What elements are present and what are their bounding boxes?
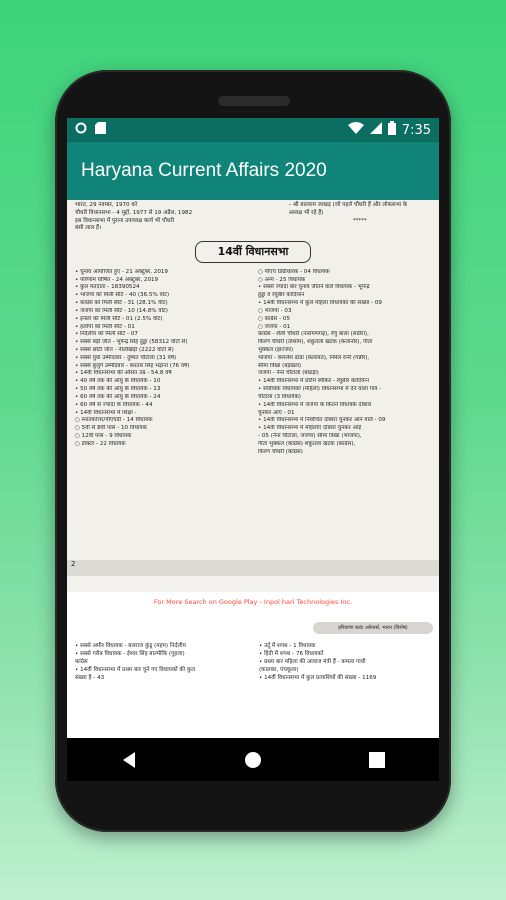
list-item: ○ जजपा - 01 [258, 323, 291, 330]
list-item: • 50 वर्ष तक की आयु के विधायक - 13 [75, 386, 161, 393]
list-item: • सबसे गरीब विधायक - ईश्वर सिंह बाल्मीकि (गुहला) [75, 651, 185, 658]
text-line: बंसी लाल हैं। [75, 225, 102, 232]
document-viewer[interactable] [67, 200, 439, 738]
list-item: • सबसे युवा उम्मीदवार - दुष्यंत चौटाला (31 वर्ष) [75, 354, 177, 361]
phone-frame [55, 70, 451, 832]
list-item: • 60 वर्ष तक की आयु के विधायक - 24 [75, 393, 161, 400]
list-item: ○ 5वीं से 8वीं पास - 10 विधायक [75, 425, 147, 432]
list-item: जजपा - नैना चौटाला (बाढड़ा) [258, 370, 319, 377]
list-item: • हलोपा को मिली सीटें - 01 [75, 323, 135, 330]
recents-icon [369, 752, 385, 768]
top-right-notes [289, 202, 431, 233]
list-item: • सर्वाधिक विधायकों (महिला) विधानसभा में देने वाला गांव - [258, 386, 382, 393]
back-icon [121, 751, 137, 769]
list-item: ○ कांग्रेस - 05 [258, 315, 291, 322]
list-item: ○ अन्य - 25 विधायक [258, 276, 306, 283]
text-line: चौधरी विधानसभा - 4 मुद्दों, 1977 से 19 अप्रैल, 1982 [75, 209, 193, 216]
list-item: • निर्दलीय को मिली सीटें - 07 [75, 331, 138, 338]
list-item: चुनकर आए - 01 [258, 409, 295, 416]
document-page-1 [67, 200, 439, 576]
list-item: • भाजपा को मिली सीटें - 40 (36.5% वोट) [75, 292, 170, 299]
list-item: भुक्कल (झज्जर) [258, 346, 294, 353]
battery-icon [388, 121, 396, 139]
list-item: • चुनाव आयोजित हुए - 21 अक्टूबर, 2019 [75, 268, 168, 275]
list-item: भाजपा - कमलेश ढांडा (कलायत), निर्मल रानी (गन्नौर), [258, 354, 370, 361]
text-line: अध्यक्ष भी रहे हैं) [288, 209, 324, 216]
list-item: ○ डॉक्टर - 22 विधायक [75, 440, 126, 447]
list-item: • 14वीं विधानसभा में प्रथम बार चुने गए विधायकों की कुल [75, 667, 196, 674]
document-page-2 [67, 592, 439, 738]
left-column [75, 269, 248, 457]
columns [75, 269, 431, 457]
top-left-notes [75, 202, 281, 233]
list-item: • 14वीं विधानसभा में कुल महिला विधायकों की संख्या - 09 [258, 300, 382, 307]
stars-divider: ***** [352, 217, 367, 224]
list-item: • सबसे बुजुर्ग उम्मीदवार - करतार सिंह भड़ाना (76 वर्ष) [75, 362, 190, 369]
list-item: किरण चौधरी (कांग्रेस) [258, 448, 303, 455]
app-title: Haryana Current Affairs 2020 [81, 160, 327, 181]
list-item: • जजपा को मिली सीटें - 10 (14.8% वोट) [75, 307, 168, 314]
status-time: 7:35 [401, 122, 431, 138]
list-item: • प्रथम बार महिला की आवाज मंत्री हैं - कमला गांधी [259, 659, 366, 666]
list-item: • उर्दू में शपथ - 1 विधायक [259, 643, 316, 649]
list-item: • 40 वर्ष तक की आयु के विधायक - 10 [75, 378, 161, 385]
list-item: • सबसे छोटी जीत - नीलोखेड़ी (2222 वोटों से) [75, 346, 174, 353]
home-icon [244, 751, 262, 769]
list-item: • 60 वर्ष से ज्यादा के विधायक - 44 [75, 401, 153, 408]
list-item: • 14वीं विधानसभा में कुल प्रत्याशियों की संख्या - 1169 [259, 675, 377, 682]
top-notes [75, 202, 431, 233]
text-line: – श्री बालराम जाखड़ (जो पहले चौधरी हैं और लोकसभा के [288, 202, 408, 208]
promo-text: For More Search on Google Play - Inpol hari Technologies Inc. [153, 598, 353, 606]
wifi-icon [348, 122, 364, 138]
list-item: • इनेलो को मिली सीटें - 01 (2.5% वोट) [75, 315, 163, 322]
home-button[interactable] [233, 740, 273, 780]
list-item: • 14वीं विधानसभा में जजपा के कितने विधायक दोबारा [258, 401, 372, 408]
circle-icon [75, 122, 87, 138]
list-item: ○ स्नातकोत्तर/पीएचडी - 14 विधायक [75, 417, 153, 424]
list-item: हुड्डा व रघुबीर कादियान [258, 292, 305, 299]
text-line: इस विधानसभा में पुराना उपाध्यक्ष कार्य भी चौधरी [75, 217, 175, 224]
right-column [258, 269, 431, 457]
list-item: • 14वीं विधानसभा में शिक्षा - [75, 409, 137, 416]
header-tag: हरियाणा करंट अफेयर्स, भारत (विशेष) [313, 622, 433, 634]
list-item: • 14वीं विधानसभा में निर्वाचित दोबारा चुनकर आने वाले - 09 [258, 417, 386, 424]
list-item: • कांग्रेस को मिली सीटें - 31 (28.1% वोट) [75, 300, 168, 307]
list-item: किरण चौधरी (तोशाम), शकुंतला खटक (कलानौर), गीता [258, 339, 373, 346]
recents-button[interactable] [357, 740, 397, 780]
list-item: • 14वीं विधानसभा में महिलाएं दोबारा चुनकर आईं [258, 425, 362, 432]
list-item: (कालका, पंचकूला) [259, 667, 299, 674]
navigation-bar [67, 738, 439, 781]
page-number: 2 [67, 560, 439, 576]
list-item: ○ पीएच डिग्रीधारक - 04 विधायक [258, 268, 330, 275]
list-item: कांग्रेस - शैली चौधरी (नारायणगढ़), रेणु बाला (सढौरा), [258, 331, 369, 338]
status-bar [67, 118, 439, 142]
text-line: भारत, 29 नवम्बर, 1970 को [75, 202, 138, 208]
page2-left-column [75, 642, 247, 683]
list-item: - 05 (नैना चौटाला, जजपा) सीमा त्रिखा (भाजपा), [258, 433, 362, 440]
list-item: • कुल मतदाता - 18390524 [75, 284, 140, 291]
list-item: ○ 12वीं पास - 9 विधायक [75, 433, 132, 440]
list-item: सीमा त्रिखा (बड़खल) [258, 362, 302, 369]
list-item: • सबसे बड़ी जीत - भूपेन्द्र सिंह हुड्डा (58312 वोटों से) [75, 339, 188, 346]
list-item: संख्या है - 43 [75, 675, 105, 682]
device-screen [67, 118, 439, 781]
list-item: • सबसे अमीर विधायक - बलराज कुंडू (महम) निर्दलीय [75, 643, 186, 649]
list-item: • हिंदी में शपथ - 76 विधायकों [259, 651, 324, 658]
signal-icon [370, 122, 382, 138]
list-item: चौटाला (3 विधायक) [258, 393, 301, 400]
page2-columns [75, 642, 431, 683]
list-item: कांग्रेस [75, 659, 88, 666]
page2-right-column [259, 642, 431, 683]
list-item: • 14वीं विधानसभा की औसत उम्र - 54.8 वर्ष [75, 370, 172, 377]
phone-speaker [218, 96, 290, 106]
list-item: • सबसे ज्यादा बार चुनाव जीतने वाले विधायक - भूपेन्द्र [258, 284, 370, 291]
section-title: 14वीं विधानसभा [195, 241, 311, 262]
back-button[interactable] [109, 740, 149, 780]
app-bar [67, 142, 439, 200]
list-item: गीता भुक्कल (कांग्रेस) शकुंतला खटक (कांग्रेस), [258, 440, 356, 447]
sd-card-icon [95, 122, 106, 138]
list-item: ○ भाजपा - 03 [258, 307, 292, 314]
list-item: • 14वीं विधानसभा में प्रोटेम स्पीकर - रघुबीर कादियान [258, 378, 369, 385]
list-item: • परिणाम घोषित - 24 अक्टूबर, 2019 [75, 276, 159, 283]
